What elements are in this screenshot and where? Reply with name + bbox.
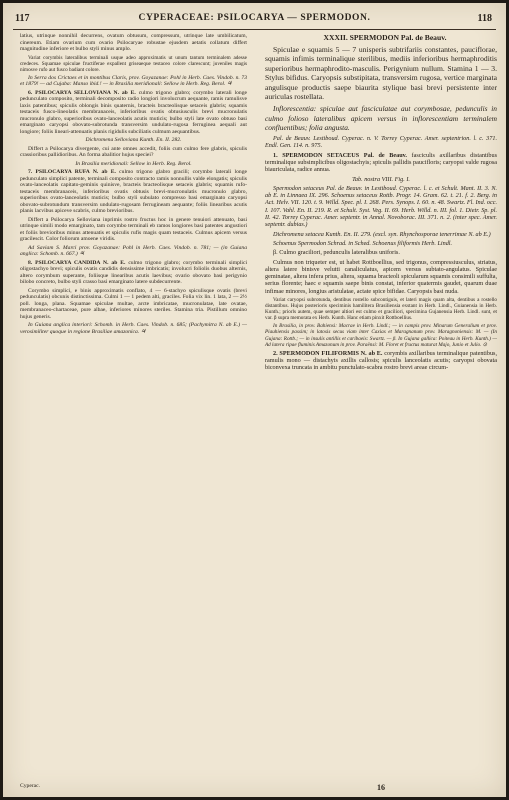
species-2-title: 2. SPERMODON FILIFORMIS N. ab E.	[273, 349, 383, 357]
species-8-note: Corymbo simplici, e binis approximatis conflato, 4 — 6-stachyo spiculisque ovatis (brevi pedunculatis) obcunis distinctissima. Culmi 1 — 1 pedem alti, graciles. Folia vix lin. 1 lata, 2 — 2½ poll. longa, plana. Squamae spiculae multae, arcte imbricatae, mucronulatae, late ovatae, membranaceo-chartaceae, pure albae, inferiores minores steriles. Stamina tria. Pistillum omnino hujus generis.	[20, 287, 247, 320]
left-column	[20, 33, 247, 337]
species-7-title: 7. PSILOCARYA RUFA N. ab E.	[28, 169, 116, 176]
species-6-citation: Dichromena Selloviana Kunth. En. II. 282.	[85, 137, 182, 144]
species-8-locality: In Guiana anglica interiori: Schomb. in Herb. Caes. Vindob. n. 685; (Pachymitra N. ab E.) — verosimiliter quoque in regione Brasiliae amazonica. ♃	[20, 322, 247, 335]
species-8-description	[20, 260, 247, 286]
species-7-note: Differt a Psilocarya Selloviana inprimis rostro fructus hoc in genere tenuiori attenuato, basi utrinque simili modo emarginato, tam corymbo terminali eb ramos longiores basi patentes angustiori et foliis brevioribus minus attenuatis et spiculis rufis magis quam testaceis. Culmus apicem versus gracilescit. Color foliorum amoene viridis.	[20, 216, 247, 243]
header-rule	[13, 29, 496, 30]
species-1-variety: β. Culmo graciliori, pedunculis lateralibus uniforis.	[273, 249, 400, 257]
right-column	[265, 33, 497, 374]
species-8-title: 8. PSILOCARYA CANDIDA N. ab E.	[28, 259, 126, 266]
species-1-title: 1. SPERMODON SETACEUS Pal. de Beauv.	[273, 151, 407, 159]
species-1-plate: Tab. nostra VIII. Fig. I.	[352, 175, 410, 183]
running-title: CYPERACEAE: PSILOCARYA — SPERMODON.	[138, 13, 371, 23]
species-7-locality: Ad Saviam S. Marci prov. Goyazanae: Pohl in Herb. Caes. Vindob. n. 781; — (in Guiana anglica: Schomb. n. 667.) ♃	[20, 244, 247, 258]
species-1-locality: In Brasilia, in prov. Bahiensi: Macrae in Herb. Lindl.; — in campis prov. Minarum Generalium et prov. Piauhiensis passim; in latosis secus viam inter Caxias et Maragnanum prov. Maragnoniensis: M. — (In Gujana: Rottb.; — in insulis antillis et caribaeis: Swartz. — β. In Gujana gallica: Poiteau in Herb. Kunth.) — Ad latera ripae fluminis Amazonum in prov. Paraënsi: M. Floret et fructus maturat Majo, Junio et Julio. ⊙	[265, 323, 497, 348]
genus-description: Spiculae e squamis 5 — 7 unisperis subtrifariis constantes, pauciflorae, squamis infimis terminalique sterilibus, mediis inferioribus hermaphroditis superioribus hermaphrodito-masculis. Perigynium nullum. Stamina 1 — 3. Stylus bifidus. Caryopsis substipitata, transversim rugosa, vertice marginata angulisque productis saepe biaurita stylique basi brevi persistente inter auriculas rostellata.	[265, 45, 497, 102]
species-6-title: 6. PSILOCARYA SELLOVIANA N. ab E.	[28, 89, 136, 96]
species-2-description	[265, 350, 497, 372]
species-1-citations-3: Schoenus Spermodon Schrad. in Sched. Schoenus filiformis Herb. Lindl.	[273, 239, 453, 247]
locality-paragraph: In Serra dos Crictaes et in montibus Claris, prov. Goyazanae: Pohl in Herb. Caes. Vindob. n. 73 et 1879! — ad Cujaba: Manso ibid.! — in Brasilia meridionali: Sellow in Herb. Reg. Berol. ♃	[20, 74, 247, 88]
note-paragraph: Variat corymbis lateralibus terminali usque adeo approximatis ut unum tantum terminalem adesse credeces. Squamae spiculae fructiferae expallent griseaeque testaceo colore clarescunt; juveniles magis nimosve rufo aut fusco badiant colore.	[20, 54, 247, 73]
species-1-note: Variat caryopsi subrotunda, dentibus rostello subcontiguis, et lateri magis quam alta, dentibus a rostello distantibus. Hujus posterioris speciminis hamilitera Brasiliensia exstant in Herb. Lindl., Guianensia in Herb. Kunth.; priorls autem, quae semper altiori est culmo et graciliori, specimina Gujanensia Herb. Lindl. sunt, et var. β supra memorata ex Herb. Kunth. Hanc etiam pinxit Rottboellius.	[265, 296, 497, 322]
genus-references: Pal. de Beauv. Lestiboud. Cyperac. n. V. Torrey Cyperac. Amer. septentrion. l. c. 371. Endl. Gen. 114. n. 975.	[265, 135, 497, 150]
species-8-body: culmo trigono glabro; corymbo terminali simplici oligostachyo brevi; spiculis ovatis candidis densissime imbricatis; involucri foliolis duobus alternis, altero corymbum superante, foliisque linearibus acutis laevibus; ovario obovato basi perigynio bilobo concreto, bulbo styli crasso basi emarginato latere subdecurrente.	[20, 259, 248, 286]
signature-number: 16	[377, 783, 385, 792]
species-7-body: culmo trigono glabro gracili; corymbo laterali longe pedunculato simplici patente, terminali composito contracto ramis nonnullis valde elongatis; spiculis ovato-lanceolatis capitato-geminis quinisve, bracteis bracteolisque setaceis glabris; squamis rufo-testaceis membranaceis, inferioribus ovatis obtusis brevi-mucronulatis mucronulo glabro, superioribus ovato-lanceolatis muticis; bulbo styli subulato compresso basi emarginato caryopsi obovato-subrotundum transversim undulato-rugosam ferrugineam aequante; foliis linearibus acutis planis lacvibus apiceve scabris, culmo brevioribus.	[20, 169, 247, 215]
species-2-body: corymbis axillaribus terminalique patentibus, ramulis mono — distachyis axillis callosis; spiculis lanceolatis acutis; caryopsi obovata biconvexa truncata in ambitu punctulato-scabra rostro brevi areae circum-	[265, 349, 497, 372]
species-1-citations-2: Dichromena setacea Kunth. En. II. 279. (excl. syn. Rhynchosporae tenerrimae N. ab E.)	[273, 230, 491, 238]
species-1-description	[265, 152, 497, 174]
species-6-locality: In Brasilia meridionali: Sellow in Herb. Reg. Berol.	[75, 160, 192, 167]
species-6-description	[20, 90, 247, 136]
species-1-text: Culmus non triqueter est, ut habet Rottboellius, sed trigonus, compressiusculus, striatus, altera latere binisve velutti canaliculatus, apicem versus subtato-angulatus. Spiculae geminatae, altera infera prius, altera, squama bracteoli spicularum squamis consimili suffulta, serius florente; haec e squamis saepe binis constat, inferior quatermis gaudet, quarum duae infimae minores, longius aristulatae, actate spice bifidae. Caryopsis basi nuda.	[265, 258, 497, 295]
species-6-note: Differt a Psilocarya divergente, cui ante omnes accedit, foliis cum culmo fere glabris, spiculis crassioribus pallidioribus. An forma abalitior hujus speciei?	[20, 145, 247, 159]
species-6-body: culmo trigono glabro; corymbo laterali longe pedunculato composito, terminali decomposito radio longiori involucrum aequante, ramis ramulisve laxis patentibus; spiculis oblongis binis quaternis, bracteis bracteolisque setaceis glabris; squamis testaceis fusco-lineolatis membranaceis, inferioribus ovatis obtusiusculis brevi mucronulatis mucronulo glabro, superioribus ovato-lanceolatis acutis muticis; bulbo styli late ovato obtuso basi emarginato caryopsi obovato-subrotunda transversim undulato-rugosa ferruginea aequali aut longiore; foliis lineari-attenuatis planis rigidulis subciliatis culmum aequantibus.	[20, 89, 247, 135]
page-number-right: 118	[477, 13, 492, 24]
page-number-left: 117	[15, 13, 30, 24]
species-1-body: fasciculis axillaribus distantibus terminalique subsimplicibus oligostachyis; spiculis pallidis paucifloris; caryopsi valde rugosa biauriculata, radice annua.	[265, 151, 497, 174]
species-1-citations: Spermodon setaceus Pal. de Beauv. in Lestiboud. Cyperac. l. c. et Schult. Mant. II. 3. N. ab E. in Linnaea IX. 296. Schoenus setaceus Rottb. Progr. 14. Gram. 62. t. 21. f. 2. Berg. in Act. Helv. VII. 120. t. 9. Willd. Spec. pl. I. 268. Pers. Synops. I. 60. n. 48. Swartz. Fl. Ind. occ. I. 107. Vahl. En. II. 219. R. et Schult. Syst. Veg. II. 69. Herb. Willd. n. III. fol. 1. Dietr. Sp. pl. II. 42. Torrey Cyperac. Amer. septentr. in Annal. Novoborac. III. 371. n. 2. (inter spec. Amer. septentr. dubias.)	[265, 184, 497, 229]
running-header	[3, 9, 506, 29]
paragraph: latius, utrinque nonnihil decurrens, ovatum obtusum, compressum, utrinque late umbilicatum, cinereum. Etiam ovarium cum ovario Psilocaryae robustae ejusdem aetatis collatum differt magnitudine inferiore et bulbo styli minus amplo.	[20, 33, 247, 52]
species-7-description	[20, 169, 247, 215]
left-footer: Cyperac.	[20, 783, 41, 789]
genus-title: XXXII. SPERMODON Pal. de Beauv.	[323, 33, 447, 42]
book-page	[3, 3, 506, 797]
genus-inflorescence: Inflorescentia: spiculae aut fasciculatae aut corymbosae, pedunculis in culmo folioso lateralibus apicem versus in inflorescentiam terminalem confluentibus; folia angusta.	[265, 104, 497, 132]
